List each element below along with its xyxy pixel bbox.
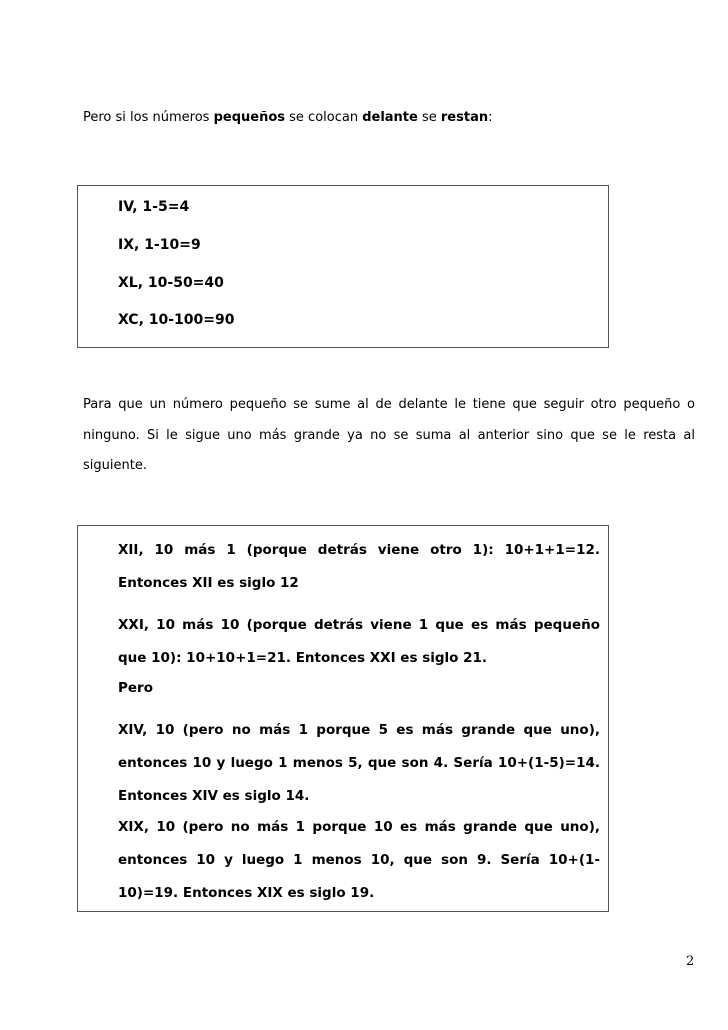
intro-bold-restan: restan xyxy=(440,110,489,125)
page-number: 2 xyxy=(686,954,695,969)
example-xc: XC, 10-100=90 xyxy=(118,312,235,328)
example-xl: XL, 10-50=40 xyxy=(118,275,224,291)
example-xix: XIX, 10 (pero no más 1 porque 10 es más grande que uno), entonces 10 y luego 1 menos 10, que son 9. Sería 10+(1-10)=19. Entonces XIX es siglo 19. xyxy=(118,819,600,901)
example-xiv: XIV, 10 (pero no más 1 porque 5 es más grande que uno), entonces 10 y luego 1 menos 5, que son 4. Sería 10+(1-5)=14. Entonces XIV es siglo 14. xyxy=(118,722,600,804)
pero-label: Pero xyxy=(118,680,153,696)
example-ix: IX, 1-10=9 xyxy=(118,237,201,253)
intro-text-mid1: se colocan xyxy=(285,110,363,125)
intro-bold-delante: delante xyxy=(362,110,418,125)
example-xii: XII, 10 más 1 (porque detrás viene otro 1): 10+1+1=12. Entonces XII es siglo 12 xyxy=(118,542,600,591)
intro-text-start: Pero si los números xyxy=(83,110,214,125)
example-xxi: XXI, 10 más 10 (porque detrás viene 1 que es más pequeño que 10): 10+10+1=21. Entonces XXI es siglo 21. xyxy=(118,617,600,666)
example-iv: IV, 1-5=4 xyxy=(118,199,190,215)
intro-text-end: : xyxy=(488,110,493,125)
intro-sentence xyxy=(83,109,493,127)
explanation-paragraph: Para que un número pequeño se sume al de delante le tiene que seguir otro pequeño o ninguno. Si le sigue uno más grande ya no se suma al anterior sino que se le resta al siguiente. xyxy=(83,397,695,473)
subtraction-examples-box xyxy=(77,185,609,348)
intro-text-mid2: se xyxy=(417,110,441,125)
century-examples-box xyxy=(77,525,609,912)
intro-bold-pequenos: pequeños xyxy=(213,110,286,125)
